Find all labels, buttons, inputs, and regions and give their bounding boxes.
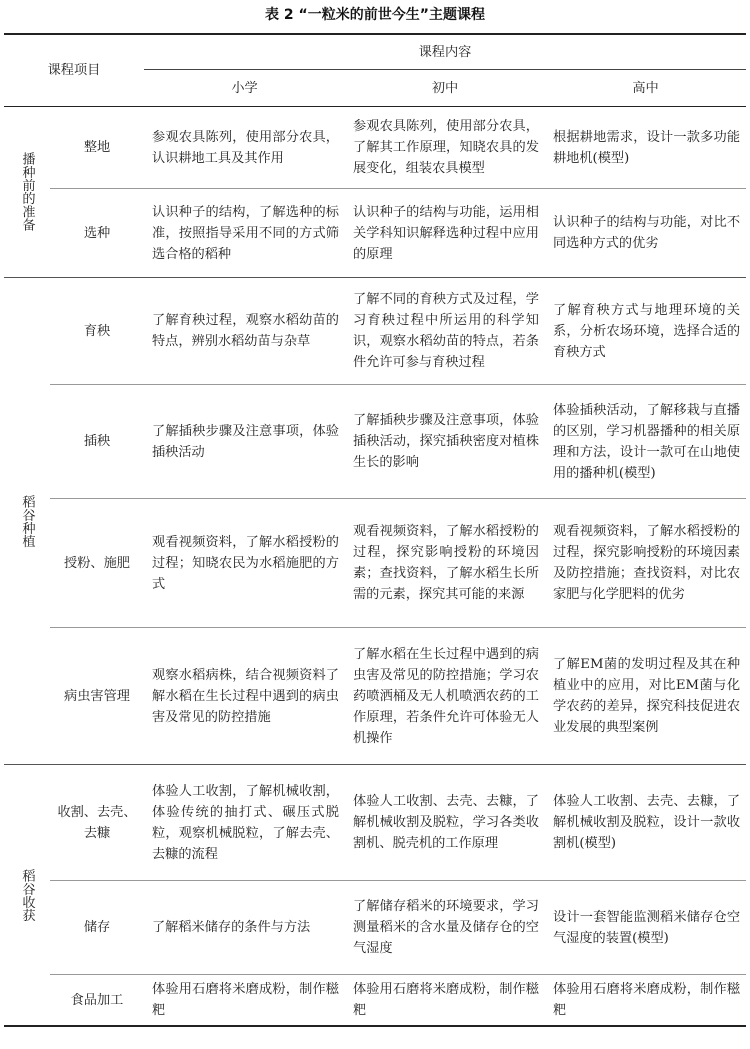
stage-cell <box>4 107 50 278</box>
header-course-project: 课程项目 <box>47 63 101 78</box>
row-item: 插秧 <box>83 434 111 449</box>
cell-primary: 了解插秧步骤及注意事项，体验插秧活动 <box>152 423 339 460</box>
cell-primary: 观看视频资料，了解水稻授粉的过程；知晓农民为水稻施肥的方式 <box>152 534 339 592</box>
row-item: 食品加工 <box>70 992 124 1008</box>
row-item: 病虫害管理 <box>64 688 130 704</box>
cell-senior: 体验插秧活动，了解移栽与直播的区别，学习机器播种的相关原理和方法，设计一款可在山地使用的播种机(模型) <box>553 402 741 481</box>
cell-primary: 了解稻米储存的条件与方法 <box>152 920 311 935</box>
cell-primary: 认识种子的结构，了解选种的标准，按照指导采用不同的方式筛选合格的稻种 <box>152 204 339 262</box>
table-title: 表 2 “一粒米的前世今生”主题课程 <box>265 7 485 23</box>
cell-junior: 了解储存稻米的环境要求，学习测量稻米的含水量及储存仓的空气湿度 <box>353 899 539 956</box>
cell-junior: 参观农具陈列，使用部分农具，了解其工作原理，知晓农具的发展变化，组装农具模型 <box>353 119 539 176</box>
cell-senior: 了解EM菌的发明过程及其在种植业中的应用，对比EM菌与化学农药的差异，探究科技促进农业发展的典型案例 <box>553 657 741 735</box>
table-row <box>4 628 746 765</box>
row-item: 选种 <box>83 225 111 241</box>
cell-junior: 了解水稻在生长过程中遇到的病虫害及常见的防控措施；学习农药喷洒桶及无人机喷洒农药的工作原理，若条件允许可体验无人机操作 <box>353 646 539 746</box>
table-row <box>4 765 746 881</box>
table-row <box>4 107 746 189</box>
cell-junior: 了解插秧步骤及注意事项，体验插秧活动，探究插秧密度对植株生长的影响 <box>353 413 539 470</box>
cell-senior: 体验用石磨将米磨成粉，制作糍粑 <box>553 982 741 1018</box>
stage-cell <box>4 278 50 765</box>
table-row <box>4 278 746 385</box>
cell-senior: 设计一套智能监测稻米储存仓空气湿度的装置(模型) <box>553 909 741 946</box>
cell-primary: 参观农具陈列，使用部分农具，认识耕地工具及其作用 <box>152 129 339 166</box>
cell-junior: 观看视频资料，了解水稻授粉的过程，探究影响授粉的环境因素；查找资料，了解水稻生长所需的元素，探究其可能的来源 <box>353 524 539 602</box>
stage-label: 播种前的准备 <box>19 152 35 232</box>
cell-junior: 认识种子的结构与功能，运用相关学科知识解释选种过程中应用的原理 <box>353 204 539 262</box>
row-item: 育秧 <box>83 323 111 339</box>
cell-junior: 体验人工收割、去壳、去糠，了解机械收割及脱粒，学习各类收割机、脱壳机的工作原理 <box>353 794 539 851</box>
cell-junior: 体验用石磨将米磨成粉，制作糍粑 <box>353 982 539 1018</box>
row-item: 储存 <box>83 920 111 935</box>
cell-primary: 了解育秧过程，观察水稻幼苗的特点，辨别水稻幼苗与杂草 <box>152 313 339 349</box>
cell-primary: 观察水稻病株，结合视频资料了解水稻在生长过程中遇到的病虫害及常见的防控措施 <box>152 667 339 725</box>
cell-senior: 了解育秧方式与地理环境的关系，分析农场环境，选择合适的育秧方式 <box>553 302 741 360</box>
table-row <box>4 975 746 1027</box>
stage-cell <box>4 765 50 1027</box>
cell-junior: 了解不同的育秧方式及过程，学习育秧过程中所运用的科学知识，观察水稻幼苗的特点，若条件允许可参与育秧过程 <box>353 292 539 370</box>
row-item: 收割、去壳、去糠 <box>57 804 137 841</box>
stage-label: 稻谷种植 <box>19 494 35 548</box>
course-table <box>4 33 746 1027</box>
table-row <box>4 189 746 278</box>
cell-senior: 认识种子的结构与功能，对比不同选种方式的优劣 <box>553 215 741 251</box>
row-item: 整地 <box>83 140 111 155</box>
header-row-1 <box>4 34 746 70</box>
table-row <box>4 385 746 499</box>
cell-senior: 体验人工收割、去壳、去糠，了解机械收割及脱粒，设计一款收割机(模型) <box>553 794 741 851</box>
header-course-content: 课程内容 <box>144 34 746 70</box>
cell-primary: 体验用石磨将米磨成粉，制作糍粑 <box>152 982 339 1018</box>
row-item: 授粉、施肥 <box>64 555 130 571</box>
stage-label: 稻谷收获 <box>19 868 35 922</box>
cell-senior: 观看视频资料，了解水稻授粉的过程，探究影响授粉的环境因素及防控措施；查找资料，对比农家肥与化学肥料的优劣 <box>553 524 741 602</box>
table-row <box>4 881 746 975</box>
cell-primary: 体验人工收割，了解机械收割，体验传统的抽打式、碾压式脱粒，观察机械脱粒，了解去壳、去糠的流程 <box>152 783 339 862</box>
header-primary: 小学 <box>144 70 345 107</box>
table-row <box>4 499 746 628</box>
cell-senior: 根据耕地需求，设计一款多功能耕地机(模型) <box>553 129 741 166</box>
header-senior: 高中 <box>545 70 746 107</box>
header-junior: 初中 <box>345 70 545 107</box>
